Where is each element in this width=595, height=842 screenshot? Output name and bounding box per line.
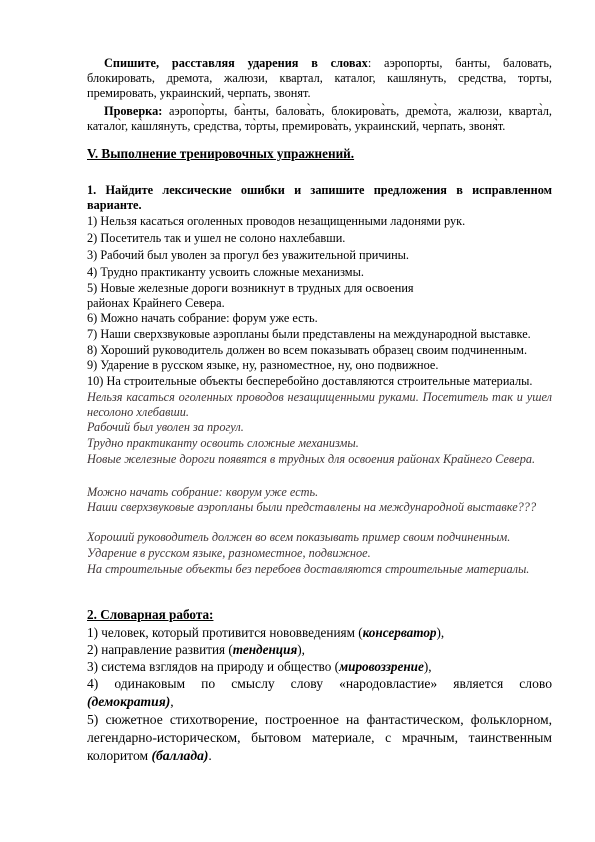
- list-item: 2) направление развития (тенденция),: [87, 642, 305, 657]
- task-paragraph: [87, 56, 552, 101]
- list-item: 3) система взглядов на природу и общество (мировоззрение),: [87, 659, 432, 674]
- term: мировоззрение: [339, 659, 424, 674]
- answer-line: Нельзя касаться оголенных проводов незащищенными руками. Посетитель так и ушел несолоно хлебавши.: [87, 390, 552, 419]
- task-words: : аэропорты, банты, баловать, блокировать, дремота, жалюзи, квартал, каталог, кашлянуть, средства, торты, премировать, украинский, черпать, звонят.: [87, 56, 552, 100]
- list-item: 10) На строительные объекты бесперебойно доставляются строительные материалы.: [87, 374, 533, 388]
- list-item: 1) человек, который противится нововведениям (консерватор),: [87, 625, 445, 640]
- list-item: 4) Трудно практиканту усвоить сложные механизмы.: [87, 265, 364, 279]
- exercise2-title: 2. Словарная работа:: [87, 607, 214, 622]
- list-item: 5) сюжетное стихотворение, построенное на фантастическом, фольклорном, легендарно-историческом, бытовом материале, с мрачным, таинственным колоритом (баллада).: [87, 712, 552, 763]
- answer-line: Можно начать собрание: кворум уже есть.: [87, 485, 319, 499]
- list-item: 3) Рабочий был уволен за прогул без уважительной причины.: [87, 248, 410, 262]
- task-heading: Спишите, расставляя ударения в словах: [104, 56, 368, 70]
- answer-line: Наши сверхзвуковые аэропланы были представлены на международной выставке???: [87, 500, 537, 514]
- list-item: 5) Новые железные дороги возникнут в трудных для освоения районах Крайнего Севера.: [87, 281, 414, 310]
- answer-line: Ударение в русском языке, разноместное, подвижное.: [87, 546, 371, 560]
- list-item: 9) Ударение в русском языке, ну, разноместное, ну, оно подвижное.: [87, 358, 439, 372]
- list-item: 8) Хороший руководитель должен во всем показывать образец своим подчиненным.: [87, 343, 528, 357]
- exercise1-title: 1. Найдите лексические ошибки и запишите предложения в исправленном варианте.: [87, 183, 552, 212]
- term: консерватор: [362, 625, 437, 640]
- section-title: V. Выполнение тренировочных упражнений.: [87, 146, 355, 161]
- check-words: аэропо̀рты, ба̀нты, балова̀ть, блокирова̀ть, дремо̀та, жалюзи, кварта̀л, катало̀г, ка̀шлянуть, средства, то̀рты, премирова̀ть, украинский, черпать, звоня̀т.: [87, 104, 552, 133]
- answer-line: Рабочий был уволен за прогул.: [87, 420, 244, 434]
- answer-line: Новые железные дороги появятся в трудных для освоения районах Крайнего Севера.: [87, 452, 536, 466]
- list-item: 4) одинаковым по смыслу слову «народовластие» является слово (демократия),: [87, 676, 552, 709]
- answer-line: Хороший руководитель должен во всем показывать пример своим подчиненным.: [87, 530, 511, 544]
- check-paragraph: [87, 104, 552, 134]
- term: (баллада): [151, 748, 209, 763]
- term: тенденция: [232, 642, 298, 657]
- answer-line: На строительные объекты без перебоев доставляются строительные материалы.: [87, 562, 530, 576]
- term: (демократия): [87, 694, 171, 709]
- answer-line: Трудно практиканту освоить сложные механизмы.: [87, 436, 359, 450]
- check-heading: Проверка:: [104, 104, 163, 118]
- list-item: 6) Можно начать собрание: форум уже есть.: [87, 311, 318, 325]
- list-item: 7) Наши сверхзвуковые аэропланы были представлены на международной выставке.: [87, 327, 531, 341]
- list-item: 1) Нельзя касаться оголенных проводов незащищенными ладонями рук.: [87, 214, 466, 228]
- list-item: 2) Посетитель так и ушел не солоно нахлебавши.: [87, 231, 346, 245]
